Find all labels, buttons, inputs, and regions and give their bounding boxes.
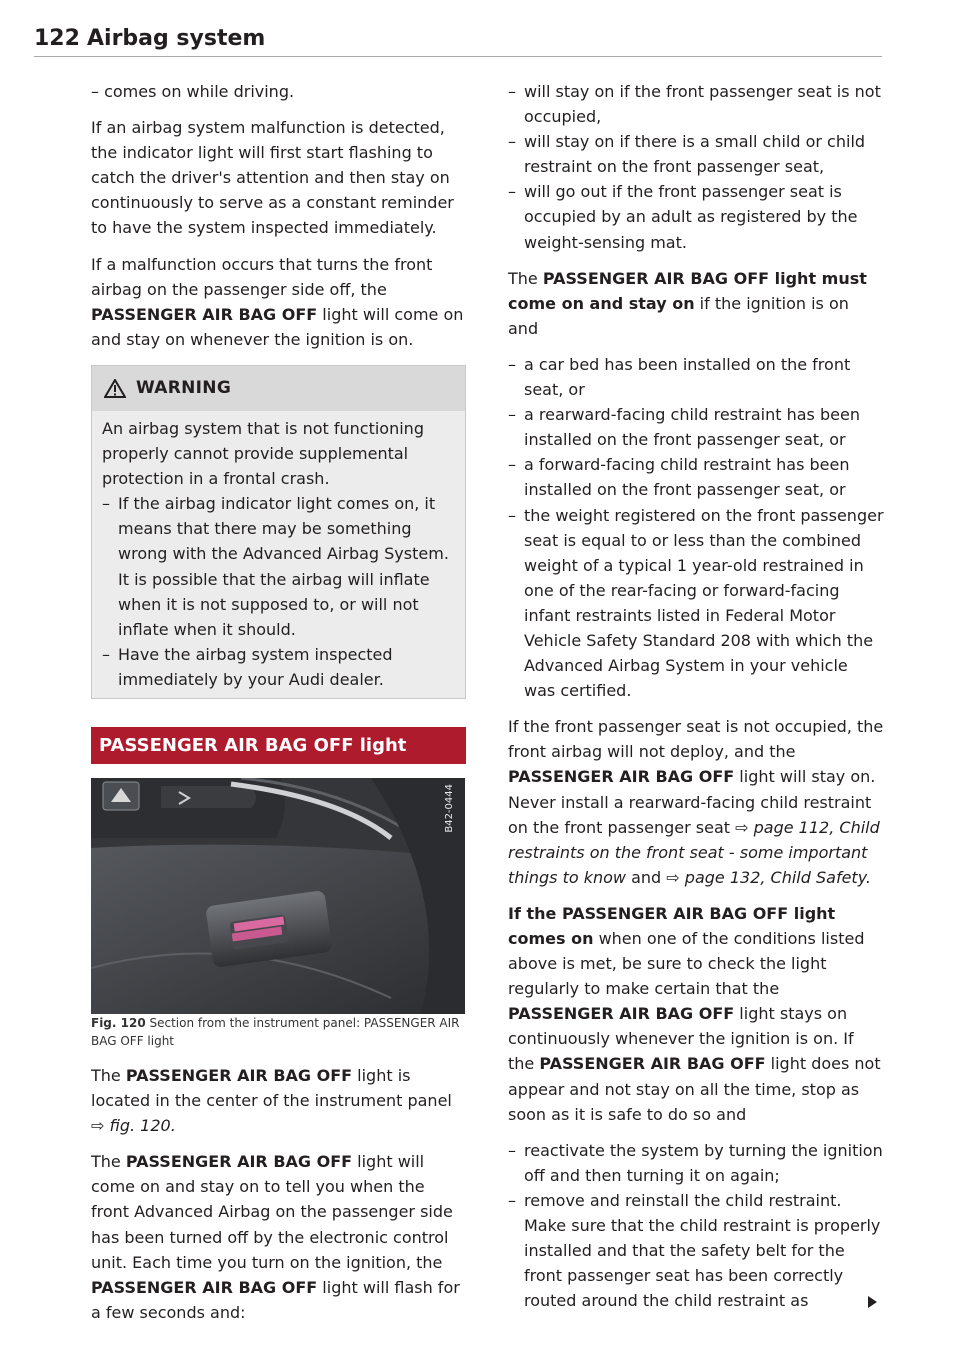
cross-reference[interactable]: ⇨ fig. 120. (91, 1116, 176, 1136)
list-item: – a forward-facing child restraint has been installed on the front passenger seat, or (508, 455, 850, 500)
bold-term: PASSENGER AIR BAG OFF (91, 304, 318, 324)
paragraph: – comes on while driving. (91, 82, 295, 101)
text: If a malfunction occurs that turns the front airbag on the passenger side off, the (91, 254, 433, 299)
text: Have the airbag system inspected immediately by your Audi dealer. (118, 644, 393, 689)
list-item: – will stay on if the front passenger seat is not occupied, (508, 82, 881, 127)
figure-instrument-panel (91, 778, 465, 1014)
paragraph (91, 1063, 466, 1138)
paragraph (91, 252, 466, 352)
text: light will come on and stay on whenever the ignition is on. (91, 304, 464, 349)
list-item: – a car bed has been installed on the front seat, or (508, 354, 851, 400)
paragraph (508, 901, 884, 1127)
instrument-panel-image (91, 778, 465, 1014)
paragraph (508, 714, 884, 890)
section-title: Airbag system (87, 26, 266, 51)
list-item: – Have the airbag system inspected immediately by your Audi dealer. (102, 644, 393, 689)
bold-term: PASSENGER AIR BAG OFF (508, 767, 735, 787)
figure-caption (91, 1014, 466, 1050)
bold-term: PASSENGER AIR BAG OFF (539, 1054, 766, 1074)
figure-code: B42-0444 (443, 783, 455, 833)
warning-header (92, 366, 465, 411)
page-header (34, 18, 882, 57)
warning-text: An airbag system that is not functioning properly cannot provide supplemental protection in a frontal crash. (102, 418, 424, 489)
text: will stay on if there is a small child or child restraint on the front passenger seat, (524, 132, 866, 177)
paragraph (508, 266, 884, 341)
list-item: – will stay on if there is a small child or child restraint on the front passenger seat, (508, 132, 866, 177)
bold-term: PASSENGER AIR BAG OFF light must come on and stay on (508, 268, 867, 313)
text: and (626, 867, 667, 887)
text: If the airbag indicator light comes on, it means that there may be something wrong with the Advanced Airbag System. It is possible that the airbag will inflate when it is not supposed to, or will not inflate when it should. (118, 494, 449, 639)
text: a forward-facing child restraint has been installed on the front passenger seat, or (524, 455, 850, 500)
bold-term: PASSENGER AIR BAG OFF (125, 1065, 353, 1085)
warning-box (91, 365, 466, 699)
list-item: – will go out if the front passenger seat is occupied by an adult as registered by the weight-sensing mat. (508, 182, 858, 252)
bold-term: PASSENGER AIR BAG OFF (508, 1004, 735, 1024)
text: If the front passenger seat is not occupied, the front airbag will not deploy, and the (508, 717, 884, 762)
list-item: – If the airbag indicator light comes on, it means that there may be something wrong with the Advanced Airbag System. It is possible that the airbag will inflate when it is not supposed to, or will not inflate when it should. (102, 494, 449, 639)
text: light is located in the center of the instrument panel (91, 1065, 452, 1111)
list-item: – remove and reinstall the child restraint. Make sure that the child restraint is properly installed and that the safety belt for the front passenger seat has been correctly routed around the child restraint as (508, 1190, 881, 1311)
paragraph: If an airbag system malfunction is detected, the indicator light will first start flashing to catch the driver's attention and then stay on continuously to serve as a constant reminder to have the system inspected immediately. (91, 118, 454, 238)
text: will stay on if the front passenger seat is not occupied, (524, 82, 881, 127)
list-item: – a rearward-facing child restraint has been installed on the front passenger seat, or (508, 405, 860, 450)
cross-reference[interactable]: ⇨ page 132, Child Safety. (666, 867, 872, 887)
text: if the ignition is on and (508, 293, 849, 338)
warning-icon (104, 379, 126, 398)
warning-title: WARNING (136, 377, 232, 398)
right-column (508, 79, 884, 1313)
bold-term: PASSENGER AIR BAG OFF (91, 1277, 318, 1297)
section-banner: PASSENGER AIR BAG OFF light (91, 727, 466, 764)
text: light will stay on. Never install a rearward-facing child restraint on the front passenger seat (508, 767, 876, 837)
text: The (508, 268, 543, 288)
text: light does not appear and not stay on all the time, stop as soon as it is safe to do so and (508, 1054, 881, 1124)
text: the weight registered on the front passenger seat is equal to or less than the combined weight of a typical 1 year-old restrained in one of the rear-facing or forward-facing infant restraints listed in Federal Motor Vehicle Safety Standard 208 with which the Advanced Airbag System in your vehicle was certified. (524, 505, 884, 701)
text: a car bed has been installed on the front seat, or (524, 354, 851, 400)
page-number: 122 (34, 26, 80, 51)
cross-reference[interactable]: ⇨ page 112, Child restraints on the front seat - some important things to know (508, 817, 880, 887)
bold-term: If the PASSENGER AIR BAG OFF light comes on (508, 903, 836, 948)
text: The (91, 1065, 126, 1085)
bold-term: PASSENGER AIR BAG OFF (125, 1152, 353, 1172)
continue-arrow-icon (868, 1296, 877, 1308)
caption-label: Fig. 120 (91, 1015, 146, 1030)
paragraph (91, 1149, 466, 1325)
text: a rearward-facing child restraint has been installed on the front passenger seat, or (524, 405, 860, 450)
list-item: – the weight registered on the front passenger seat is equal to or less than the combined weight of a typical 1 year-old restrained in one of the rear-facing or forward-facing infant restraints listed in Federal Motor Vehicle Safety Standard 208 with which the Advanced Airbag System in your vehicle was certified. (508, 505, 884, 701)
text: will go out if the front passenger seat is occupied by an adult as registered by the weight-sensing mat. (524, 182, 858, 252)
caption-text: Section from the instrument panel: PASSENGER AIR BAG OFF light (91, 1015, 460, 1048)
text: reactivate the system by turning the ignition off and then turning it on again; (524, 1140, 883, 1185)
text: when one of the conditions listed above is met, be sure to check the light regularly to make certain that the (508, 929, 865, 999)
text: light will flash for a few seconds and: (91, 1277, 460, 1322)
list-item: – reactivate the system by turning the ignition off and then turning it on again; (508, 1140, 883, 1185)
text: The (91, 1152, 126, 1172)
text: remove and reinstall the child restraint. Make sure that the child restraint is properly installed and that the safety belt for the front passenger seat has been correctly routed around the child restraint as (524, 1190, 881, 1311)
left-column (91, 79, 466, 1325)
text: light will come on and stay on to tell you when the front Advanced Airbag on the passenger side has been turned off by the electronic control unit. Each time you turn on the ignition, the (91, 1152, 453, 1272)
text: light stays on continuously whenever the ignition is on. If the (508, 1004, 854, 1074)
